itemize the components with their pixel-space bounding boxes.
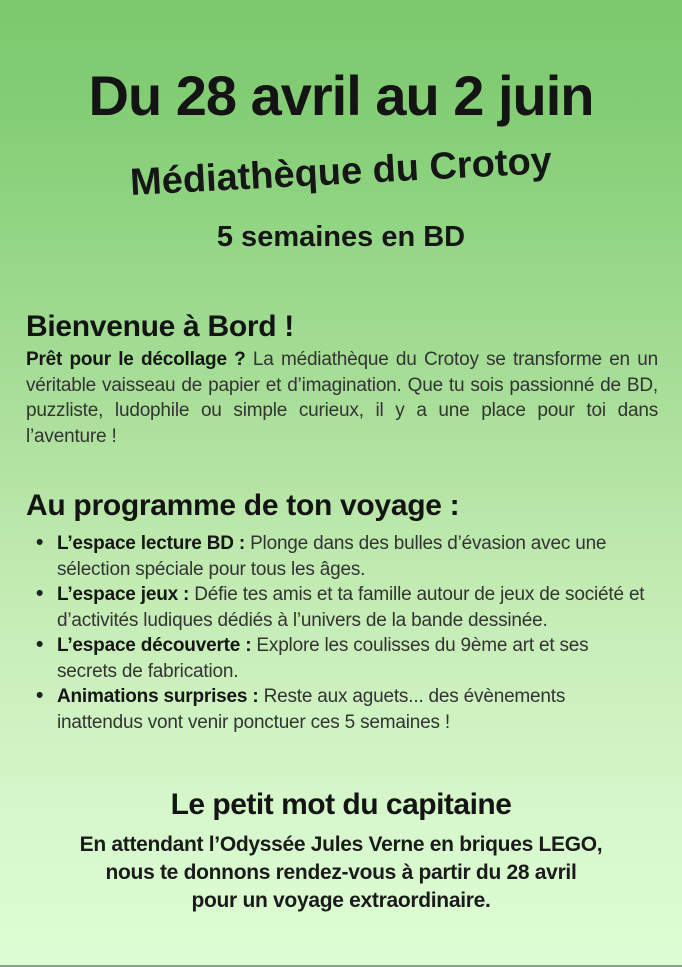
- closing-line: pour un voyage extraordinaire.: [191, 889, 491, 912]
- page-title: Du 28 avril au 2 juin: [88, 64, 594, 127]
- closing-line: En attendant l’Odyssée Jules Verne en briques LEGO,: [79, 833, 603, 856]
- captain-heading: Le petit mot du capitaine: [170, 788, 512, 821]
- subtitle: Médiathèque du Crotoy: [129, 139, 553, 205]
- list-item-label: L’espace découverte :: [57, 635, 252, 656]
- list-item: [26, 633, 652, 684]
- list-item-text: Reste aux aguets... des évènements inattendus vont venir ponctuer ces 5 semaines !: [57, 686, 566, 733]
- closing-line: nous te donnons rendez-vous à partir du 28 avril: [105, 861, 577, 884]
- welcome-paragraph: [26, 347, 658, 449]
- list-item: [26, 531, 652, 582]
- welcome-body-text: La médiathèque du Crotoy se transforme en un véritable vaisseau de papier et d’imagination. Que tu sois passionné de BD, puzzliste, ludophile ou simple curieux, il y a une place pour toi dans l’aventure !: [26, 349, 658, 447]
- list-item: [26, 582, 652, 633]
- closing-message: [0, 831, 682, 915]
- program-heading: Au programme de ton voyage :: [26, 489, 460, 522]
- list-item-label: L’espace lecture BD :: [57, 533, 245, 554]
- welcome-heading: Bienvenue à Bord !: [26, 310, 294, 343]
- list-item: [26, 684, 652, 735]
- welcome-lead-bold: Prêt pour le décollage ?: [26, 349, 246, 370]
- tagline: 5 semaines en BD: [216, 221, 466, 253]
- list-item-label: L’espace jeux :: [57, 584, 190, 605]
- list-item-label: Animations surprises :: [57, 686, 259, 707]
- program-list: [26, 531, 652, 735]
- list-item-text: Plonge dans des bulles d’évasion avec une sélection spéciale pour tous les âges.: [57, 533, 607, 580]
- list-item-text: Explore les coulisses du 9ème art et ses secrets de fabrication.: [57, 635, 589, 682]
- list-item-text: Défie tes amis et ta famille autour de jeux de société et d’activités ludiques dédiés à l’univers de la bande dessinée.: [57, 584, 645, 631]
